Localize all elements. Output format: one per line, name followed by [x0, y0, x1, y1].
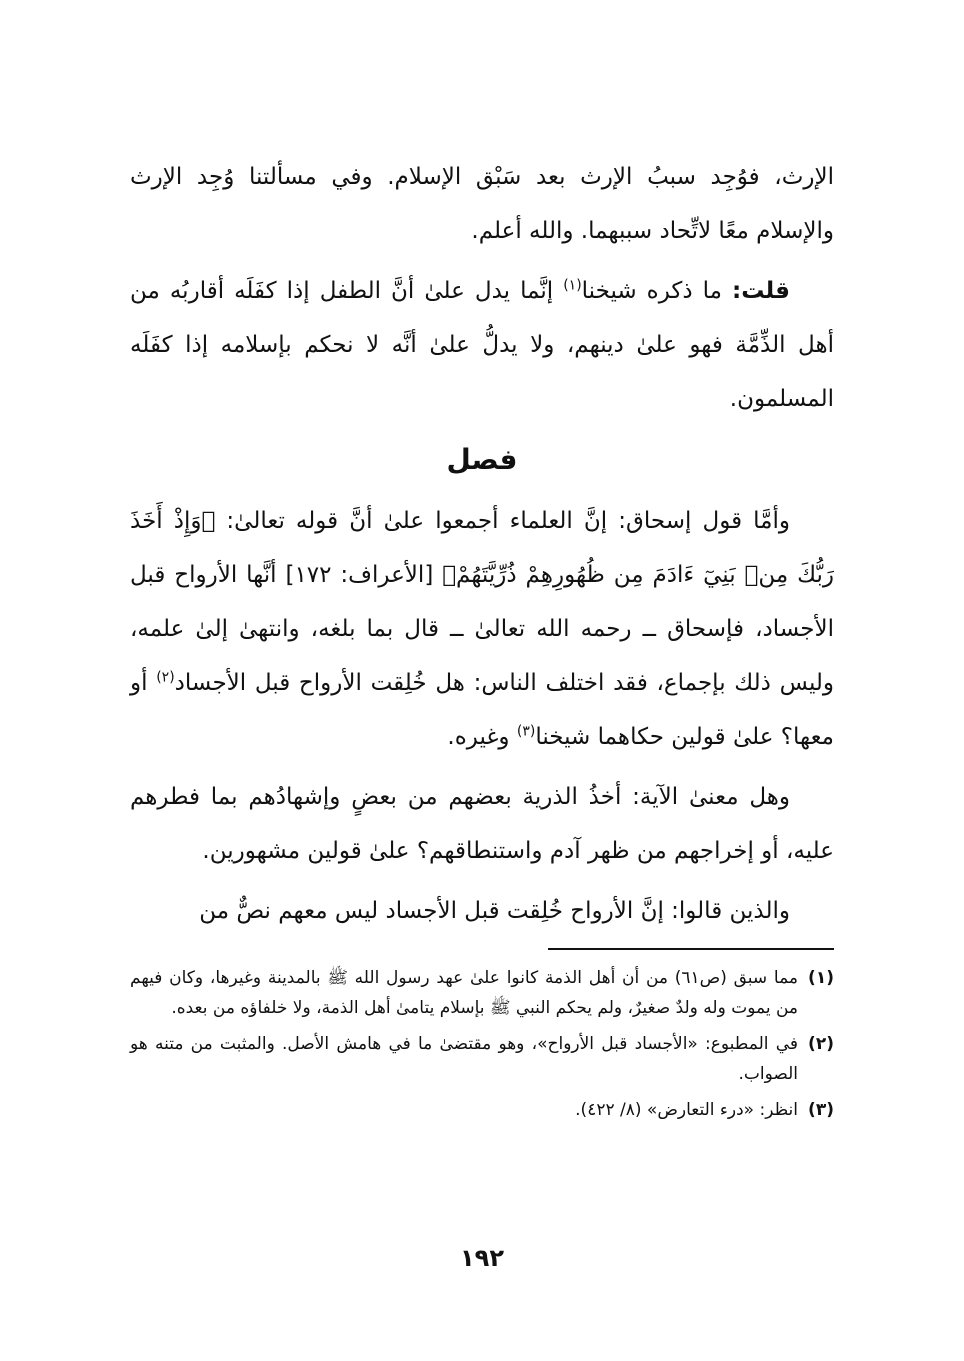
paragraph-5: والذين قالوا: إنَّ الأرواح خُلِقت قبل الأجساد ليس معهم نصٌّ من	[199, 898, 790, 924]
footnotes	[130, 963, 834, 1131]
section-heading: فصل	[446, 443, 518, 476]
footnote-text: انظر: «درء التعارض» (٨/ ٤٢٢).	[575, 1100, 798, 1120]
paragraph-3-text-a: وأمَّا قول إسحاق: إنَّ العلماء أجمعوا علىٰ أنَّ قوله تعالىٰ: ﴿وَإِذْ أَخَذَ رَبُّكَ مِنۢ بَنِيٓ ءَادَمَ مِن ظُهُورِهِمْ ذُرِّيَّتَهُمْ﴾ [الأعراف: ١٧٢] أنَّها الأرواح قبل الأجساد، فإسحاق ــ رحمه الله تعالىٰ ــ قال بما بلغه، وانتهىٰ إلىٰ علمه، وليس ذلك بإجماع، فقد اختلف الناس: هل خُلِقت الأرواح قبل الأجساد	[130, 508, 834, 696]
footnote-2	[130, 1029, 834, 1089]
footnote-ref-2[interactable]: (٢)	[156, 669, 175, 686]
main-text	[130, 150, 834, 944]
footnote-separator	[548, 948, 834, 950]
footnote-ref-3[interactable]: (٣)	[516, 723, 536, 740]
footnote-ref-1[interactable]: (١)	[563, 277, 582, 294]
paragraph-2-text-a: ما ذكره شيخنا	[581, 278, 732, 304]
footnote-number: (٣)	[808, 1100, 834, 1120]
paragraph-2	[130, 264, 834, 426]
paragraph-4: وهل معنىٰ الآية: أخذُ الذرية بعضهم من بعضٍ وإشهادُهم بما فطرهم عليه، أو إخراجهم من ظهر آدم واستنطاقهم؟ علىٰ قولين مشهورين.	[130, 784, 834, 864]
qult-label: قلت:	[732, 278, 790, 304]
paragraph-1: الإرث، فوُجِد سببُ الإرث بعد سَبْق الإسلام. وفي مسألتنا وُجِد الإرث والإسلام معًا لاتِّحاد سببهما. والله أعلم.	[130, 164, 834, 244]
footnote-text: مما سبق (ص٦١) من أن أهل الذمة كانوا علىٰ عهد رسول الله ﷺ بالمدينة وغيرها، وكان فيهم من يموت وله ولدٌ صغيرٌ، ولم يحكم النبي ﷺ بإسلام يتامىٰ أهل الذمة، ولا خلفاؤه من بعده.	[130, 968, 798, 1018]
footnote-number: (٢)	[808, 1034, 834, 1054]
paragraph-2-text-b: إنَّما يدل علىٰ أنَّ الطفل إذا كفَلَه أقاربُه من أهل الذِّمَّة فهو علىٰ دينهم، ولا يدلُّ علىٰ أنَّه لا نحكم بإسلامه إذا كفَلَه المسلمون.	[130, 278, 834, 412]
page-number: ١٩٢	[460, 1244, 504, 1272]
paragraph-3-text-c: وغيره.	[447, 724, 517, 750]
paragraph-3-text-b: أو معها؟ علىٰ قولين حكاهما شيخنا	[130, 670, 834, 750]
footnote-3	[130, 1095, 834, 1125]
footnote-text: في المطبوع: «الأجساد قبل الأرواح»، وهو مقتضىٰ ما في هامش الأصل. والمثبت من متنه هو الصواب.	[130, 1034, 798, 1084]
footnote-1	[130, 963, 834, 1023]
paragraph-3	[130, 494, 834, 764]
footnote-number: (١)	[808, 968, 834, 988]
